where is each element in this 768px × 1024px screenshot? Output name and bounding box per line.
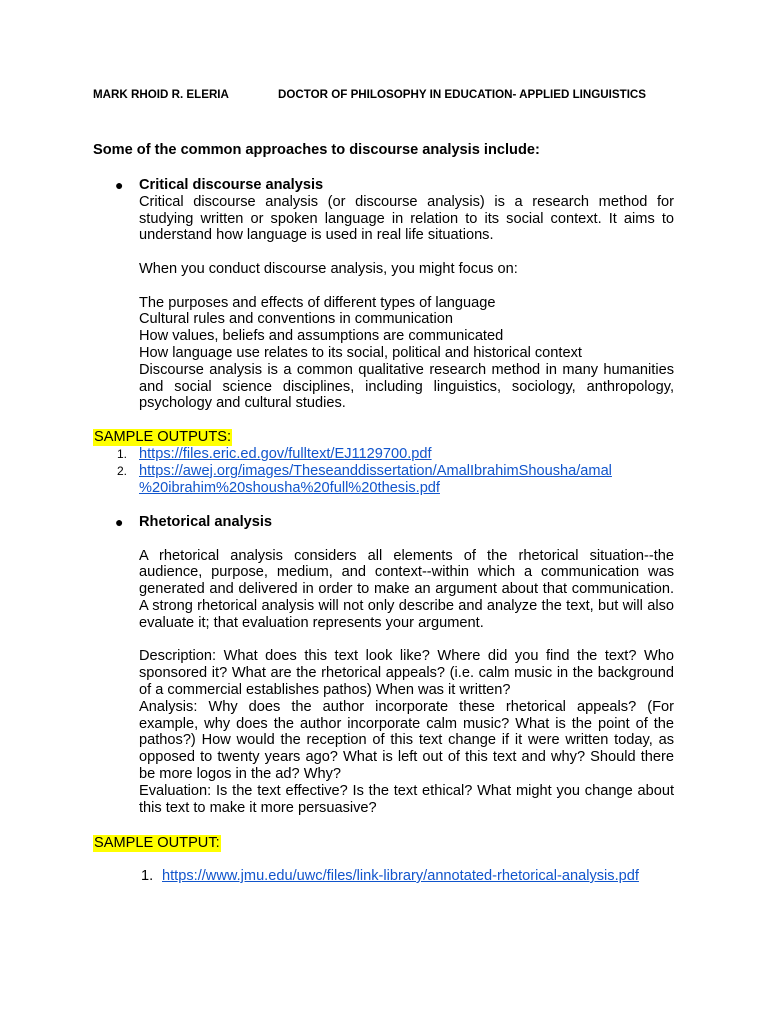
list-number: 1. xyxy=(141,868,154,884)
focus-item: How language use relates to its social, political and historical context xyxy=(139,344,582,361)
paragraph: Critical discourse analysis (or discourse analysis) is a research method for studying written or spoken language in relation to its social context. It aims to understand how language is used in real life situations. xyxy=(139,193,674,244)
sample-link[interactable]: https://awej.org/images/Theseanddissertation/AmalIbrahimShousha/amal %20ibrahim%20shousha%20full%20thesis.pdf xyxy=(139,462,612,496)
degree-title: DOCTOR OF PHILOSOPHY IN EDUCATION- APPLIED LINGUISTICS xyxy=(278,88,647,101)
paragraph: When you conduct discourse analysis, you might focus on: xyxy=(139,260,518,277)
section-critical-discourse xyxy=(115,177,674,412)
section-heading: Rhetorical analysis xyxy=(139,514,273,530)
bullet-icon: ● xyxy=(115,514,124,530)
paragraph: A rhetorical analysis considers all elements of the rhetorical situation--the audience, purpose, medium, and context--within which a communication was generated and delivered in order to make an argument about that communication. A strong rhetorical analysis will not only describe and analyze the text, but will also evaluate it; that evaluation represents your argument. xyxy=(139,547,674,631)
paragraph: Analysis: Why does the author incorporate these rhetorical appeals? (For example, why does the author incorporate calm music? What is the point of the pathos?) How would the reception of this text change if it were written today, as opposed to twenty years ago? What is left out of this text and why? Should there be more logos in the ad? Why? xyxy=(139,698,674,782)
list-number: 2. xyxy=(117,463,128,478)
focus-item: The purposes and effects of different types of language xyxy=(139,294,496,311)
sample-link[interactable]: https://files.eric.ed.gov/fulltext/EJ1129700.pdf xyxy=(139,446,432,462)
bullet-icon: ● xyxy=(115,177,124,193)
sample-link[interactable]: https://www.jmu.edu/uwc/files/link-library/annotated-rhetorical-analysis.pdf xyxy=(162,868,639,884)
paragraph: Evaluation: Is the text effective? Is the text ethical? What might you change about this text to make it more persuasive? xyxy=(139,782,674,816)
list-number: 1. xyxy=(117,447,128,461)
sample-output-item xyxy=(141,868,639,885)
document-header xyxy=(93,88,647,101)
sample-outputs-label: SAMPLE OUTPUTS: xyxy=(94,429,232,445)
section-rhetorical-analysis xyxy=(115,514,674,816)
sample-outputs-list xyxy=(117,446,677,496)
list-item xyxy=(117,446,677,463)
focus-item: Cultural rules and conventions in communication xyxy=(139,311,453,328)
section-heading: Critical discourse analysis xyxy=(139,177,324,193)
paragraph: Discourse analysis is a common qualitative research method in many humanities and social science disciplines, including linguistics, sociology, anthropology, psychology and cultural studies. xyxy=(139,361,674,412)
focus-item: How values, beliefs and assumptions are communicated xyxy=(139,328,504,345)
sample-output-label: SAMPLE OUTPUT: xyxy=(94,835,220,851)
paragraph: Description: What does this text look like? Where did you find the text? Who sponsored it? What are the rhetorical appeals? (i.e. calm music in the background of a commercial establishes pathos) When was it written? xyxy=(139,648,674,698)
intro-heading: Some of the common approaches to discourse analysis include: xyxy=(93,142,540,158)
author-name: MARK RHOID R. ELERIA xyxy=(93,88,229,101)
list-item xyxy=(117,463,677,497)
